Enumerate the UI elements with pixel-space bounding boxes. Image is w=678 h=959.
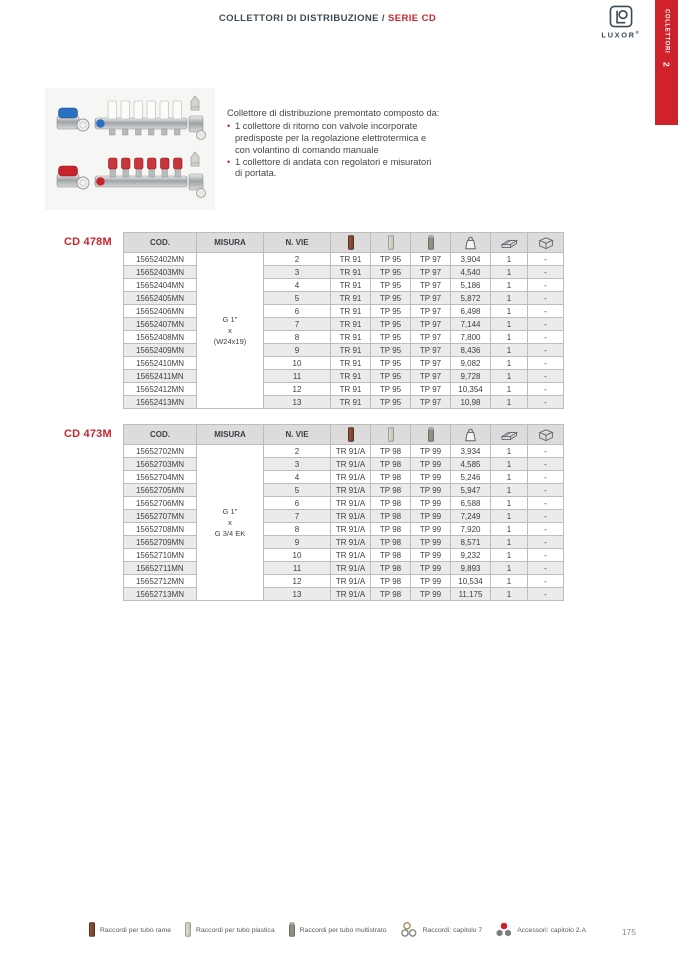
cell-raccordo-multistrato: TP 97 xyxy=(411,266,451,279)
cell-nvie: 13 xyxy=(264,588,331,601)
cell-raccordo-multistrato: TP 99 xyxy=(411,510,451,523)
cell-peso: 9,728 xyxy=(451,370,491,383)
cell-raccordo-multistrato: TP 97 xyxy=(411,370,451,383)
cell-raccordo-plastica: TP 95 xyxy=(371,266,411,279)
cell-cartone: - xyxy=(528,497,564,510)
col-confezione xyxy=(491,425,528,445)
cell-raccordo-plastica: TP 95 xyxy=(371,279,411,292)
table-row xyxy=(124,484,564,497)
legend-label: Accessori: capitolo 2.A xyxy=(517,927,586,934)
table-row xyxy=(124,318,564,331)
brand-logo xyxy=(597,5,645,40)
cell-confezione: 1 xyxy=(491,266,528,279)
cell-nvie: 5 xyxy=(264,292,331,305)
cell-confezione: 1 xyxy=(491,536,528,549)
cell-confezione: 1 xyxy=(491,370,528,383)
cell-peso: 3,934 xyxy=(451,445,491,458)
cell-raccordo-multistrato: TP 99 xyxy=(411,562,451,575)
cell-raccordo-plastica: TP 98 xyxy=(371,549,411,562)
cell-raccordo-multistrato: TP 99 xyxy=(411,484,451,497)
cell-raccordo-rame: TR 91 xyxy=(331,331,371,344)
cell-raccordo-plastica: TP 98 xyxy=(371,471,411,484)
cell-raccordo-rame: TR 91/A xyxy=(331,549,371,562)
cell-peso: 10,354 xyxy=(451,383,491,396)
legend-label: Raccordi per tubo plastica xyxy=(196,927,275,934)
col-raccordo-multistrato xyxy=(411,233,451,253)
cell-raccordo-rame: TR 91/A xyxy=(331,497,371,510)
table-row xyxy=(124,471,564,484)
chapter-tab-label: COLLETTORI xyxy=(663,9,670,54)
cell-raccordo-plastica: TP 98 xyxy=(371,510,411,523)
cell-peso: 8,436 xyxy=(451,344,491,357)
cell-cod: 15652707MN xyxy=(124,510,197,523)
package-icon xyxy=(500,238,519,247)
cell-peso: 5,246 xyxy=(451,471,491,484)
carton-icon xyxy=(537,238,555,247)
table-row xyxy=(124,396,564,409)
cell-raccordo-rame: TR 91 xyxy=(331,253,371,266)
cell-nvie: 11 xyxy=(264,562,331,575)
cell-confezione: 1 xyxy=(491,292,528,305)
cell-nvie: 3 xyxy=(264,266,331,279)
cell-raccordo-plastica: TP 95 xyxy=(371,357,411,370)
cell-raccordo-plastica: TP 98 xyxy=(371,575,411,588)
cell-cod: 15652708MN xyxy=(124,523,197,536)
cell-raccordo-rame: TR 91/A xyxy=(331,562,371,575)
cell-cod: 15652713MN xyxy=(124,588,197,601)
cell-cartone: - xyxy=(528,471,564,484)
tube-plastica-icon xyxy=(387,430,395,439)
tube-rame-icon xyxy=(88,922,96,939)
cell-confezione: 1 xyxy=(491,445,528,458)
cell-raccordo-multistrato: TP 97 xyxy=(411,396,451,409)
cell-raccordo-plastica: TP 98 xyxy=(371,458,411,471)
cell-misura: G 1" x (W24x19) xyxy=(197,253,264,409)
cell-raccordo-multistrato: TP 97 xyxy=(411,305,451,318)
col-raccordo-rame xyxy=(331,233,371,253)
cell-cod: 15652702MN xyxy=(124,445,197,458)
cell-peso: 10,534 xyxy=(451,575,491,588)
cell-cartone: - xyxy=(528,357,564,370)
cell-cartone: - xyxy=(528,510,564,523)
table-row xyxy=(124,305,564,318)
cell-raccordo-rame: TR 91/A xyxy=(331,575,371,588)
table-row xyxy=(124,266,564,279)
col-raccordo-plastica xyxy=(371,233,411,253)
legend-item-plastica xyxy=(184,922,275,939)
tube-rame-icon xyxy=(347,430,355,439)
table-row xyxy=(124,562,564,575)
cell-peso: 7,920 xyxy=(451,523,491,536)
product-description xyxy=(227,108,441,180)
cell-raccordo-plastica: TP 95 xyxy=(371,253,411,266)
cell-raccordo-plastica: TP 98 xyxy=(371,523,411,536)
cell-confezione: 1 xyxy=(491,510,528,523)
cell-nvie: 6 xyxy=(264,305,331,318)
cell-cod: 15652709MN xyxy=(124,536,197,549)
cell-cartone: - xyxy=(528,318,564,331)
cell-cod: 15652409MN xyxy=(124,344,197,357)
legend-item-raccordi xyxy=(400,921,483,940)
cell-confezione: 1 xyxy=(491,549,528,562)
tube-multistrato-icon xyxy=(427,430,435,439)
cell-raccordo-multistrato: TP 97 xyxy=(411,318,451,331)
cell-peso: 3,904 xyxy=(451,253,491,266)
cell-nvie: 7 xyxy=(264,510,331,523)
cell-confezione: 1 xyxy=(491,497,528,510)
cell-cartone: - xyxy=(528,292,564,305)
cell-cartone: - xyxy=(528,523,564,536)
cell-nvie: 10 xyxy=(264,549,331,562)
cell-nvie: 12 xyxy=(264,383,331,396)
col-raccordo-rame xyxy=(331,425,371,445)
table-row xyxy=(124,549,564,562)
footer-legend xyxy=(88,921,586,940)
manifold-illustration-icon xyxy=(45,88,215,210)
package-icon xyxy=(500,430,519,439)
table-row xyxy=(124,523,564,536)
cell-cartone: - xyxy=(528,458,564,471)
tube-multistrato-icon xyxy=(288,922,296,939)
table-row xyxy=(124,588,564,601)
cell-nvie: 11 xyxy=(264,370,331,383)
table-row xyxy=(124,344,564,357)
legend-label: Raccordi: capitolo 7 xyxy=(422,927,483,934)
cell-raccordo-rame: TR 91 xyxy=(331,344,371,357)
legend-label: Raccordi per tubo rame xyxy=(100,927,172,934)
cell-confezione: 1 xyxy=(491,318,528,331)
cell-raccordo-plastica: TP 95 xyxy=(371,396,411,409)
table-row xyxy=(124,575,564,588)
legend-label: Raccordi per tubo multistrato xyxy=(299,927,387,934)
cell-raccordo-rame: TR 91/A xyxy=(331,471,371,484)
cell-raccordo-multistrato: TP 97 xyxy=(411,383,451,396)
cell-raccordo-multistrato: TP 99 xyxy=(411,575,451,588)
cell-confezione: 1 xyxy=(491,279,528,292)
legend-item-accessori xyxy=(495,922,586,940)
cell-cod: 15652402MN xyxy=(124,253,197,266)
col-cod: COD. xyxy=(124,233,197,253)
col-raccordo-multistrato xyxy=(411,425,451,445)
product-photo xyxy=(45,88,215,210)
chapter-tab-number: 2 xyxy=(661,62,672,67)
cell-cod: 15652711MN xyxy=(124,562,197,575)
cell-nvie: 9 xyxy=(264,344,331,357)
cell-raccordo-multistrato: TP 97 xyxy=(411,344,451,357)
cell-raccordo-multistrato: TP 97 xyxy=(411,279,451,292)
cell-cartone: - xyxy=(528,575,564,588)
cell-raccordo-rame: TR 91 xyxy=(331,383,371,396)
cell-nvie: 8 xyxy=(264,523,331,536)
cell-raccordo-plastica: TP 98 xyxy=(371,562,411,575)
description-bullet: • 1 collettore di andata con regolatori e misuratori di portata. xyxy=(227,157,441,181)
table-row xyxy=(124,445,564,458)
cell-raccordo-multistrato: TP 99 xyxy=(411,549,451,562)
cell-raccordo-rame: TR 91/A xyxy=(331,523,371,536)
cell-peso: 7,800 xyxy=(451,331,491,344)
table-row xyxy=(124,357,564,370)
col-peso xyxy=(451,425,491,445)
cell-raccordo-multistrato: TP 97 xyxy=(411,292,451,305)
cell-raccordo-rame: TR 91 xyxy=(331,318,371,331)
raccordi-circles-icon xyxy=(400,921,419,940)
cell-peso: 9,893 xyxy=(451,562,491,575)
cell-cartone: - xyxy=(528,344,564,357)
cell-peso: 7,144 xyxy=(451,318,491,331)
cell-nvie: 10 xyxy=(264,357,331,370)
cell-raccordo-plastica: TP 95 xyxy=(371,383,411,396)
cell-raccordo-multistrato: TP 99 xyxy=(411,523,451,536)
cell-cartone: - xyxy=(528,484,564,497)
cell-peso: 9,232 xyxy=(451,549,491,562)
luxor-logo-icon xyxy=(609,5,634,29)
table-row xyxy=(124,458,564,471)
cell-raccordo-rame: TR 91 xyxy=(331,266,371,279)
cell-raccordo-multistrato: TP 99 xyxy=(411,445,451,458)
cell-raccordo-plastica: TP 98 xyxy=(371,445,411,458)
cell-cartone: - xyxy=(528,305,564,318)
table-header-row xyxy=(124,233,564,253)
cell-nvie: 5 xyxy=(264,484,331,497)
cell-raccordo-plastica: TP 95 xyxy=(371,292,411,305)
cell-raccordo-multistrato: TP 99 xyxy=(411,536,451,549)
table-cd478m xyxy=(123,232,564,409)
cell-raccordo-rame: TR 91/A xyxy=(331,484,371,497)
cell-cod: 15652412MN xyxy=(124,383,197,396)
cell-raccordo-multistrato: TP 97 xyxy=(411,357,451,370)
cell-raccordo-rame: TR 91 xyxy=(331,357,371,370)
col-confezione xyxy=(491,233,528,253)
page-title-series: SERIE CD xyxy=(388,13,437,24)
cell-confezione: 1 xyxy=(491,357,528,370)
cell-raccordo-plastica: TP 98 xyxy=(371,536,411,549)
cell-peso: 10,98 xyxy=(451,396,491,409)
cell-cod: 15652411MN xyxy=(124,370,197,383)
col-nvie: N. VIE xyxy=(264,425,331,445)
cell-nvie: 7 xyxy=(264,318,331,331)
legend-item-rame xyxy=(88,922,171,939)
table-row xyxy=(124,510,564,523)
cell-peso: 6,498 xyxy=(451,305,491,318)
cell-cod: 15652413MN xyxy=(124,396,197,409)
cell-raccordo-rame: TR 91 xyxy=(331,305,371,318)
cell-cod: 15652706MN xyxy=(124,497,197,510)
cell-cod: 15652410MN xyxy=(124,357,197,370)
cell-cartone: - xyxy=(528,396,564,409)
cell-peso: 8,571 xyxy=(451,536,491,549)
cell-nvie: 2 xyxy=(264,253,331,266)
description-bullets xyxy=(227,121,441,180)
cell-peso: 9,082 xyxy=(451,357,491,370)
cell-raccordo-rame: TR 91 xyxy=(331,370,371,383)
cell-raccordo-plastica: TP 95 xyxy=(371,331,411,344)
col-misura: MISURA xyxy=(197,425,264,445)
cell-nvie: 6 xyxy=(264,497,331,510)
cell-nvie: 4 xyxy=(264,279,331,292)
cell-cod: 15652403MN xyxy=(124,266,197,279)
cell-cod: 15652705MN xyxy=(124,484,197,497)
page-number: 175 xyxy=(621,927,636,937)
table-row xyxy=(124,331,564,344)
cell-peso: 4,540 xyxy=(451,266,491,279)
model-label-cd478m: CD 478M xyxy=(64,236,112,248)
model-label-cd473m: CD 473M xyxy=(64,428,112,440)
table-row xyxy=(124,383,564,396)
tube-plastica-icon xyxy=(387,238,395,247)
cell-raccordo-plastica: TP 98 xyxy=(371,497,411,510)
cell-cod: 15652407MN xyxy=(124,318,197,331)
cell-confezione: 1 xyxy=(491,471,528,484)
cell-nvie: 2 xyxy=(264,445,331,458)
cell-cartone: - xyxy=(528,331,564,344)
weight-icon xyxy=(464,430,477,439)
cell-cartone: - xyxy=(528,383,564,396)
cell-cartone: - xyxy=(528,562,564,575)
col-raccordo-plastica xyxy=(371,425,411,445)
cell-confezione: 1 xyxy=(491,588,528,601)
table-row xyxy=(124,253,564,266)
cell-confezione: 1 xyxy=(491,305,528,318)
carton-icon xyxy=(537,430,555,439)
description-intro: Collettore di distribuzione premontato composto da: xyxy=(227,108,440,118)
cell-raccordo-multistrato: TP 99 xyxy=(411,588,451,601)
table-header-row xyxy=(124,425,564,445)
table-row xyxy=(124,279,564,292)
cell-confezione: 1 xyxy=(491,331,528,344)
cell-nvie: 3 xyxy=(264,458,331,471)
cell-raccordo-rame: TR 91/A xyxy=(331,458,371,471)
col-cartone xyxy=(528,425,564,445)
cell-raccordo-multistrato: TP 97 xyxy=(411,253,451,266)
cell-peso: 11,175 xyxy=(451,588,491,601)
cell-raccordo-rame: TR 91/A xyxy=(331,445,371,458)
tube-rame-icon xyxy=(347,238,355,247)
cell-raccordo-multistrato: TP 99 xyxy=(411,458,451,471)
cell-raccordo-rame: TR 91/A xyxy=(331,510,371,523)
cell-cod: 15652710MN xyxy=(124,549,197,562)
col-peso xyxy=(451,233,491,253)
cell-raccordo-multistrato: TP 99 xyxy=(411,471,451,484)
cell-cod: 15652703MN xyxy=(124,458,197,471)
col-cartone xyxy=(528,233,564,253)
cell-confezione: 1 xyxy=(491,575,528,588)
cell-cartone: - xyxy=(528,253,564,266)
cell-confezione: 1 xyxy=(491,484,528,497)
cell-raccordo-rame: TR 91/A xyxy=(331,536,371,549)
cell-cartone: - xyxy=(528,445,564,458)
table-row xyxy=(124,497,564,510)
cell-peso: 4,585 xyxy=(451,458,491,471)
cell-cartone: - xyxy=(528,266,564,279)
cell-cod: 15652408MN xyxy=(124,331,197,344)
cell-raccordo-multistrato: TP 99 xyxy=(411,497,451,510)
chapter-tab xyxy=(655,0,678,125)
tube-multistrato-icon xyxy=(427,238,435,247)
cell-confezione: 1 xyxy=(491,383,528,396)
cell-nvie: 12 xyxy=(264,575,331,588)
cell-confezione: 1 xyxy=(491,562,528,575)
cell-nvie: 8 xyxy=(264,331,331,344)
cell-peso: 5,186 xyxy=(451,279,491,292)
cell-raccordo-rame: TR 91 xyxy=(331,396,371,409)
table-row xyxy=(124,536,564,549)
cell-peso: 6,588 xyxy=(451,497,491,510)
cell-nvie: 9 xyxy=(264,536,331,549)
cell-confezione: 1 xyxy=(491,523,528,536)
cell-cod: 15652704MN xyxy=(124,471,197,484)
cell-peso: 5,947 xyxy=(451,484,491,497)
cell-cartone: - xyxy=(528,279,564,292)
cell-raccordo-plastica: TP 98 xyxy=(371,588,411,601)
col-misura: MISURA xyxy=(197,233,264,253)
table-row xyxy=(124,292,564,305)
table-cd473m xyxy=(123,424,564,601)
cell-cartone: - xyxy=(528,370,564,383)
cell-peso: 5,872 xyxy=(451,292,491,305)
cell-misura: G 1" x G 3/4 EK xyxy=(197,445,264,601)
cell-cartone: - xyxy=(528,588,564,601)
cell-confezione: 1 xyxy=(491,344,528,357)
cell-raccordo-plastica: TP 95 xyxy=(371,318,411,331)
brand-name: LUXOR® xyxy=(601,30,641,40)
cell-cod: 15652406MN xyxy=(124,305,197,318)
cell-cartone: - xyxy=(528,536,564,549)
cell-raccordo-rame: TR 91/A xyxy=(331,588,371,601)
cell-cod: 15652712MN xyxy=(124,575,197,588)
cell-raccordo-plastica: TP 95 xyxy=(371,344,411,357)
accessori-dots-icon xyxy=(495,922,513,940)
legend-item-multistrato xyxy=(288,922,387,939)
tube-plastica-icon xyxy=(184,922,192,939)
col-cod: COD. xyxy=(124,425,197,445)
cell-nvie: 13 xyxy=(264,396,331,409)
cell-cartone: - xyxy=(528,549,564,562)
cell-confezione: 1 xyxy=(491,396,528,409)
table-row xyxy=(124,370,564,383)
cell-raccordo-multistrato: TP 97 xyxy=(411,331,451,344)
cell-raccordo-rame: TR 91 xyxy=(331,292,371,305)
cell-confezione: 1 xyxy=(491,458,528,471)
cell-raccordo-plastica: TP 95 xyxy=(371,305,411,318)
cell-raccordo-rame: TR 91 xyxy=(331,279,371,292)
cell-confezione: 1 xyxy=(491,253,528,266)
cell-nvie: 4 xyxy=(264,471,331,484)
cell-raccordo-plastica: TP 95 xyxy=(371,370,411,383)
col-nvie: N. VIE xyxy=(264,233,331,253)
cell-cod: 15652404MN xyxy=(124,279,197,292)
description-bullet: • 1 collettore di ritorno con valvole incorporate predisposte per la regolazione elettrotermica e con volantino di comando manuale xyxy=(227,121,441,157)
weight-icon xyxy=(464,238,477,247)
cell-peso: 7,249 xyxy=(451,510,491,523)
cell-cod: 15652405MN xyxy=(124,292,197,305)
cell-raccordo-plastica: TP 98 xyxy=(371,484,411,497)
page-title-main: COLLETTORI DI DISTRIBUZIONE / xyxy=(218,13,385,24)
page-title xyxy=(0,13,655,24)
